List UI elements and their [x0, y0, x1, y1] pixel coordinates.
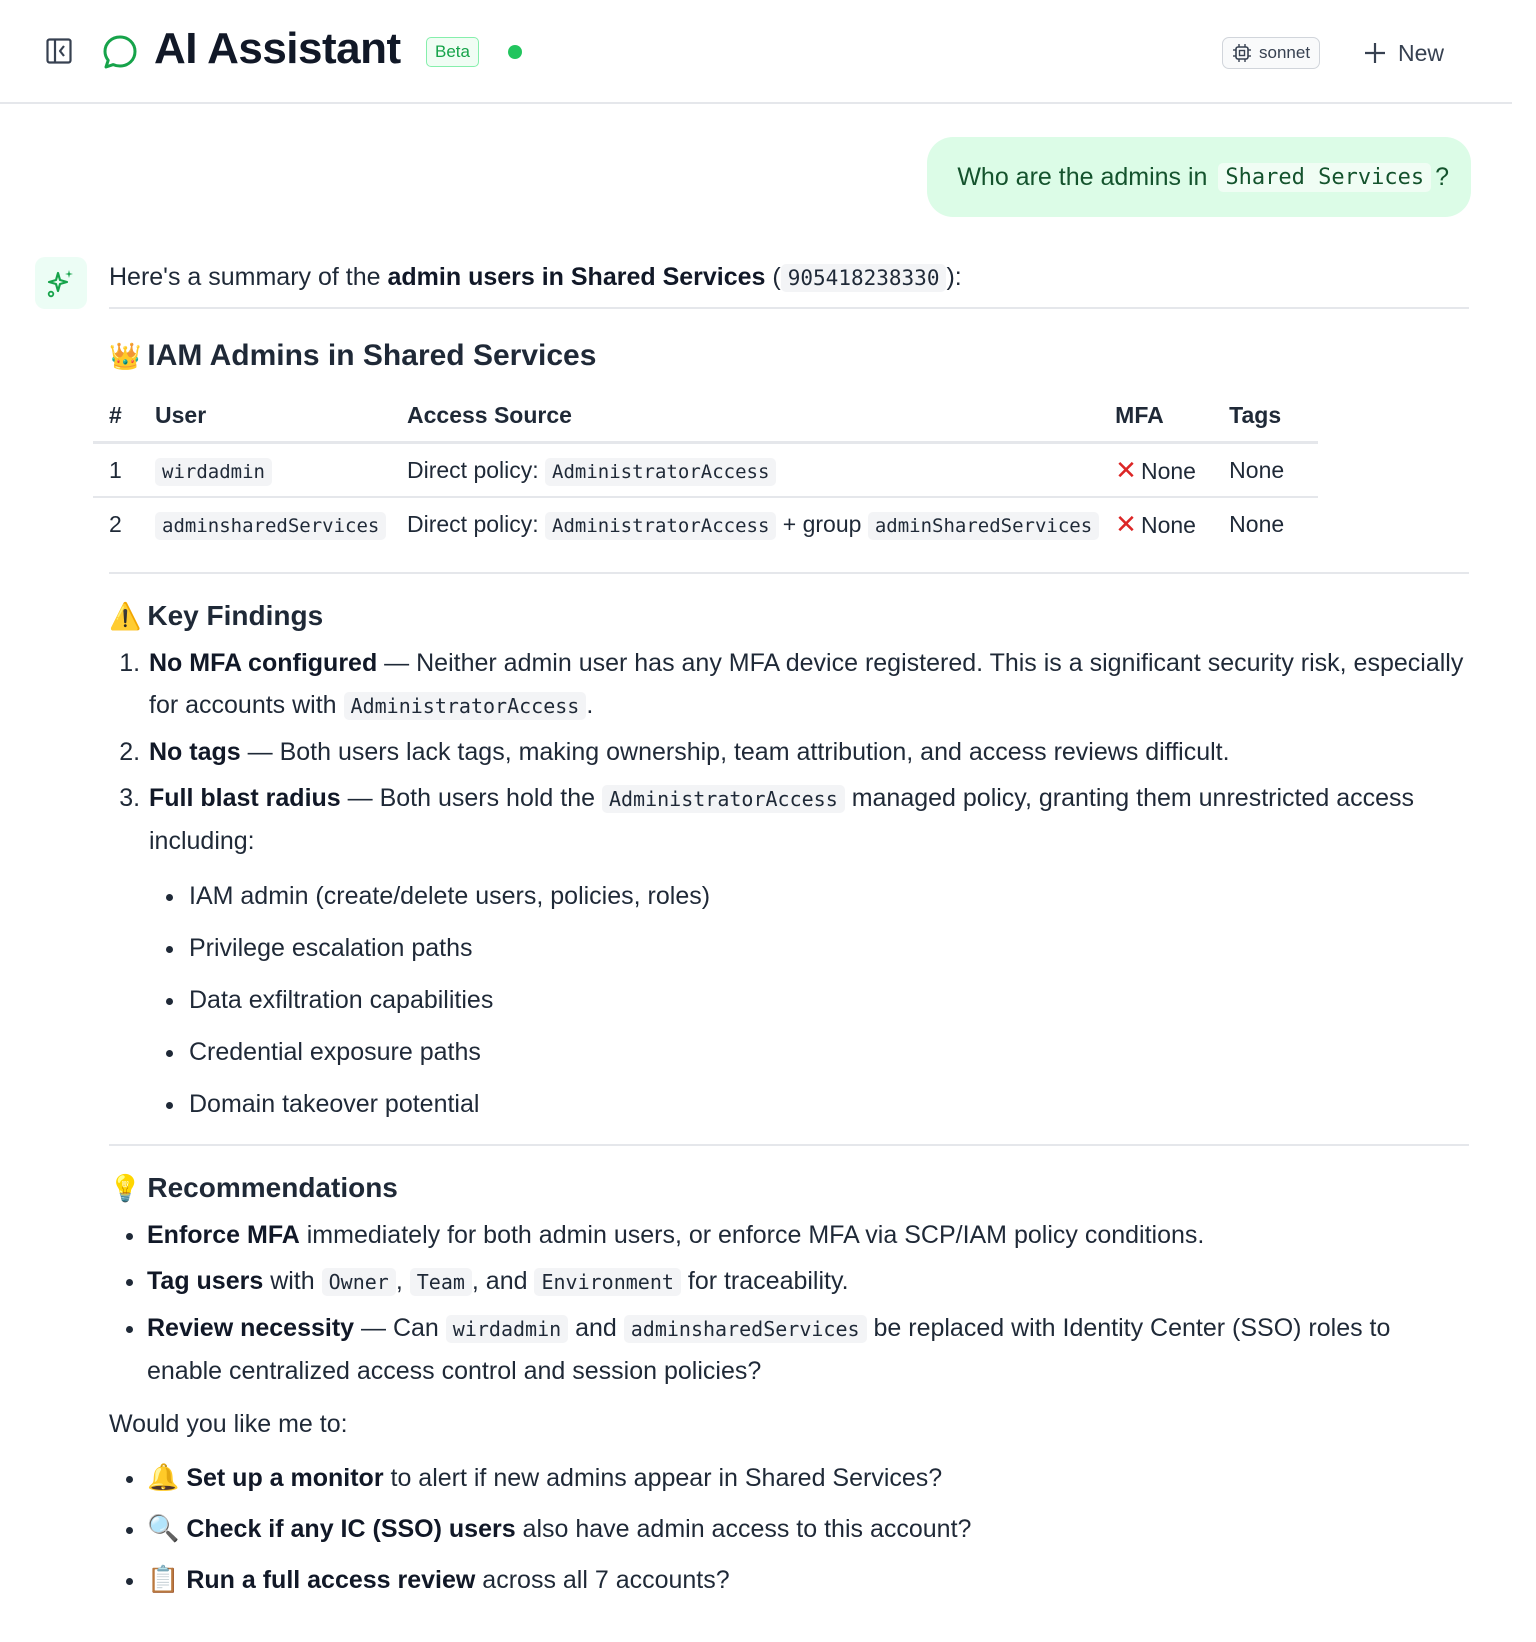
user-code: wirdadmin: [446, 1315, 568, 1343]
finding-item: [147, 642, 1469, 727]
answer-intro: [109, 255, 1469, 299]
finding-after: managed policy, granting them unrestricted access including:: [149, 784, 1415, 855]
chat-bubble-icon: [102, 34, 138, 70]
user-code: adminsharedServices: [155, 512, 386, 540]
recommendations-heading: [109, 1172, 1469, 1204]
findings-list: [109, 642, 1469, 1128]
finding-code: AdministratorAccess: [602, 785, 845, 813]
user-message-code: Shared Services: [1218, 163, 1431, 192]
row-source: [391, 443, 1099, 498]
followup-option[interactable]: [147, 1505, 1469, 1552]
source-label: Direct policy:: [407, 510, 539, 537]
cross-icon: ✕: [1115, 454, 1137, 485]
admins-table: [93, 389, 1318, 550]
user-code: wirdadmin: [155, 458, 272, 486]
option-bold: Run a full access review: [186, 1566, 476, 1594]
policy-code: AdministratorAccess: [545, 458, 776, 486]
rec-text: be replaced with Identity Center (SSO) roles to enable centralized access control and session policies?: [147, 1314, 1391, 1385]
account-id: 905418238330: [781, 264, 947, 292]
magnifier-icon: 🔍: [147, 1513, 180, 1543]
user-code: adminsharedServices: [624, 1315, 867, 1343]
followup-question: Would you like me to:: [109, 1410, 348, 1438]
finding-bold: No MFA configured: [149, 649, 378, 677]
sparkle-icon: [46, 268, 76, 298]
list-item: • Privilege escalation paths: [187, 924, 1469, 972]
rec-text: with: [263, 1267, 322, 1295]
intro-close: ):: [946, 263, 962, 291]
findings-heading: [109, 600, 1469, 632]
beta-badge: Beta: [426, 37, 479, 67]
finding-after: .: [586, 691, 594, 719]
followup-options: [109, 1454, 1469, 1603]
mfa-value: None: [1140, 457, 1196, 484]
rec-text: — Can: [354, 1314, 446, 1342]
col-access-source: Access Source: [391, 389, 1099, 443]
list-item: • Credential exposure paths: [187, 1028, 1469, 1076]
list-item: • IAM admin (create/delete users, policies, roles): [187, 872, 1469, 920]
followup-option[interactable]: [147, 1556, 1469, 1603]
divider: [109, 307, 1469, 309]
clipboard-icon: 📋: [147, 1564, 180, 1594]
intro-open: (: [772, 263, 781, 291]
mfa-value: None: [1140, 511, 1196, 538]
status-indicator: [508, 45, 522, 59]
policy-code: AdministratorAccess: [545, 512, 776, 540]
row-user: [139, 443, 391, 498]
recommendations-list: [109, 1214, 1469, 1392]
option-text: also have admin access to this account?: [515, 1515, 972, 1543]
col-tags: Tags: [1213, 389, 1318, 443]
divider: [109, 572, 1469, 574]
table-heading-text: IAM Admins in Shared Services: [147, 339, 597, 372]
tag-code: Owner: [322, 1268, 396, 1296]
rec-bold: Review necessity: [147, 1314, 355, 1342]
chip-icon: [1232, 43, 1252, 63]
row-source: [391, 497, 1099, 550]
group-code: adminSharedServices: [868, 512, 1099, 540]
finding-bold: No tags: [149, 738, 241, 766]
rec-bold: Tag users: [147, 1267, 264, 1295]
recommendation-item: [147, 1214, 1469, 1256]
recommendation-item: [147, 1307, 1469, 1392]
col-num: #: [93, 389, 139, 443]
user-message-suffix: ?: [1435, 162, 1449, 191]
lightbulb-icon: 💡: [109, 1172, 142, 1203]
recommendation-item: [147, 1260, 1469, 1303]
table-heading: [109, 339, 1469, 373]
row-tags: None: [1213, 443, 1318, 498]
row-mfa: [1099, 443, 1213, 498]
user-message-text: Who are the admins in: [957, 162, 1208, 191]
row-mfa: [1099, 497, 1213, 550]
row-tags: None: [1229, 510, 1285, 537]
row-num: 1: [93, 443, 139, 498]
table-row: [93, 443, 1318, 498]
option-text: across all 7 accounts?: [475, 1566, 730, 1594]
finding-code: AdministratorAccess: [344, 692, 587, 720]
tag-code: Environment: [534, 1268, 680, 1296]
finding-text: — Both users hold the: [340, 784, 602, 812]
model-selector[interactable]: [1222, 37, 1320, 69]
warning-icon: ⚠️: [109, 600, 142, 631]
model-name: sonnet: [1259, 43, 1311, 62]
crown-icon: 👑: [109, 340, 142, 371]
new-chat-label: New: [1398, 39, 1445, 66]
col-mfa: MFA: [1099, 389, 1213, 443]
option-text: to alert if new admins appear in Shared Services?: [383, 1464, 943, 1492]
list-item: • Domain takeover potential: [187, 1080, 1469, 1128]
plus-icon: [1364, 42, 1386, 64]
option-bold: Set up a monitor: [186, 1464, 384, 1492]
rec-bold: Enforce MFA: [147, 1221, 300, 1249]
rec-text: , and: [471, 1267, 528, 1295]
finding-text: — Neither admin user has any MFA device registered. This is a significant security risk, especially for accounts with: [149, 649, 1464, 719]
finding-item: [147, 731, 1469, 773]
intro-bold: admin users in Shared Services: [387, 263, 766, 291]
new-chat-button[interactable]: [1364, 34, 1444, 72]
blast-radius-list: [149, 872, 1469, 1128]
intro-text: Here's a summary of the: [109, 263, 381, 291]
assistant-avatar: [35, 257, 87, 309]
sidebar-toggle-icon[interactable]: [46, 38, 72, 64]
option-bold: Check if any IC (SSO) users: [186, 1515, 516, 1543]
rec-text: and: [568, 1314, 624, 1342]
source-extra: + group: [782, 510, 862, 537]
tag-code: Team: [410, 1268, 472, 1296]
user-message: [927, 137, 1471, 217]
assistant-message: [109, 255, 1469, 1607]
finding-item: [147, 777, 1469, 1128]
bell-icon: 🔔: [147, 1462, 180, 1492]
row-num: 2: [109, 510, 122, 537]
findings-heading-text: Key Findings: [147, 600, 324, 631]
rec-text: for traceability.: [680, 1267, 849, 1295]
col-user: User: [139, 389, 391, 443]
source-label: Direct policy:: [407, 456, 539, 483]
recommendations-heading-text: Recommendations: [147, 1172, 398, 1203]
row-user: [139, 497, 391, 550]
rec-text: ,: [395, 1267, 403, 1295]
table-header-row: [93, 389, 1318, 443]
finding-bold: Full blast radius: [149, 784, 341, 812]
finding-text: — Both users lack tags, making ownership, team attribution, and access reviews difficult.: [240, 738, 1230, 766]
rec-text: immediately for both admin users, or enforce MFA via SCP/IAM policy conditions.: [299, 1221, 1205, 1249]
divider: [109, 1144, 1469, 1146]
app-header: [0, 0, 1512, 104]
followup-option[interactable]: [147, 1454, 1469, 1501]
list-item: • Data exfiltration capabilities: [187, 976, 1469, 1024]
app-title: AI Assistant: [154, 24, 401, 73]
cross-icon: ✕: [1115, 508, 1137, 539]
table-row: [93, 497, 1318, 550]
